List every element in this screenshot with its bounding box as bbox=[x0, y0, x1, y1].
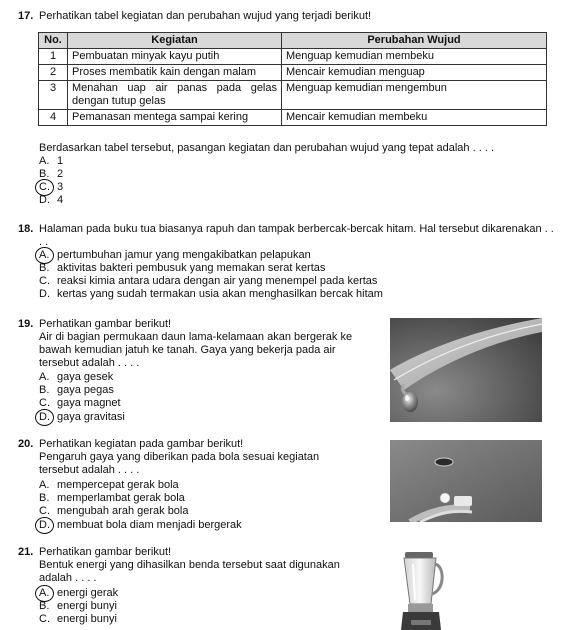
option-letter: A. bbox=[39, 587, 50, 599]
option-letter: C. bbox=[39, 613, 50, 625]
question-text: Air di bagian permukaan daun lama-kelamaan akan bergerak ke bawah kemudian jatuh ke tanah. Gaya yang bekerja pada air tersebut adalah . . . . bbox=[39, 331, 353, 369]
option-letter: B. bbox=[39, 384, 50, 396]
table-cell-kegiatan: Pemanasan mentega sampai kering bbox=[68, 110, 282, 126]
option-letter: A. bbox=[39, 371, 50, 383]
option-text: energi gerak bbox=[57, 587, 119, 599]
table-row bbox=[39, 110, 547, 126]
option-text: gaya pegas bbox=[57, 384, 114, 396]
option-letter: B. bbox=[39, 600, 50, 612]
question-prompt: Halaman pada buku tua biasanya rapuh dan tampak berbercak-bercak hitam. Hal tersebut dikarenakan . . . . bbox=[39, 223, 554, 248]
option-a[interactable] bbox=[39, 587, 118, 600]
question-number: 19. bbox=[18, 318, 34, 330]
question-number: 17. bbox=[18, 10, 34, 22]
option-text: 3 bbox=[57, 181, 64, 193]
option-letter: A. bbox=[39, 249, 50, 261]
option-letter: B. bbox=[39, 168, 50, 180]
option-letter: C. bbox=[39, 397, 50, 409]
option-letter: A. bbox=[39, 479, 50, 491]
option-text: gaya gravitasi bbox=[57, 411, 125, 423]
option-a[interactable] bbox=[39, 249, 311, 262]
table-cell-perubahan: Mencair kemudian menguap bbox=[282, 65, 547, 81]
option-a[interactable] bbox=[39, 155, 63, 168]
option-letter: D. bbox=[39, 194, 50, 206]
table-cell-kegiatan: Proses membatik kain dengan malam bbox=[68, 65, 282, 81]
answer-circle-mark bbox=[35, 409, 54, 426]
table-cell-perubahan: Menguap kemudian membeku bbox=[282, 49, 547, 65]
activity-table bbox=[38, 32, 547, 126]
option-b[interactable] bbox=[39, 384, 114, 397]
golf-ball-image bbox=[390, 440, 542, 522]
table-cell-no: 2 bbox=[39, 65, 68, 81]
table-cell-kegiatan: Menahan uap air panas pada gelas dengan tutup gelas bbox=[68, 81, 282, 110]
table-cell-kegiatan: Pembuatan minyak kayu putih bbox=[68, 49, 282, 65]
option-text: gaya gesek bbox=[57, 371, 114, 383]
option-text: energi bunyi bbox=[57, 613, 117, 625]
question-prompt: Perhatikan gambar berikut! bbox=[39, 546, 172, 558]
table-header-perubahan: Perubahan Wujud bbox=[282, 33, 547, 49]
option-c[interactable] bbox=[39, 275, 377, 288]
question-prompt: Perhatikan kegiatan pada gambar berikut! bbox=[39, 438, 244, 450]
option-letter: D. bbox=[39, 288, 50, 300]
answer-circle-mark bbox=[35, 517, 54, 534]
question-21 bbox=[18, 546, 558, 628]
option-letter: C. bbox=[39, 181, 50, 193]
option-letter: D. bbox=[39, 519, 50, 531]
question-text: Bentuk energi yang dihasilkan benda tersebut saat digunakan adalah . . . . bbox=[39, 559, 340, 584]
option-b[interactable] bbox=[39, 600, 117, 613]
question-number: 18. bbox=[18, 223, 34, 235]
question-17-body bbox=[18, 142, 558, 212]
option-text: energi bunyi bbox=[57, 600, 117, 612]
table-cell-perubahan: Menguap kemudian mengembun bbox=[282, 81, 547, 110]
table-cell-no: 3 bbox=[39, 81, 68, 110]
option-d[interactable] bbox=[39, 288, 383, 301]
option-text: kertas yang sudah termakan usia akan menghasilkan bercak hitam bbox=[57, 288, 383, 300]
table-row bbox=[39, 49, 547, 65]
question-number: 20. bbox=[18, 438, 34, 450]
option-letter: C. bbox=[39, 505, 50, 517]
option-text: 1 bbox=[57, 155, 64, 167]
option-a[interactable] bbox=[39, 479, 179, 492]
option-c[interactable] bbox=[39, 397, 121, 410]
option-text: 2 bbox=[57, 168, 64, 180]
option-text: pertumbuhan jamur yang mengakibatkan pelapukan bbox=[57, 249, 311, 261]
option-d[interactable] bbox=[39, 519, 242, 532]
question-18 bbox=[18, 223, 558, 305]
option-text: mengubah arah gerak bola bbox=[57, 505, 189, 517]
table-header-no: No. bbox=[39, 33, 68, 49]
option-c[interactable] bbox=[39, 181, 63, 194]
table-row bbox=[39, 81, 547, 110]
question-prompt: Perhatikan tabel kegiatan dan perubahan wujud yang terjadi berikut! bbox=[39, 10, 372, 22]
option-c[interactable] bbox=[39, 505, 188, 518]
leaf-water-drop-image bbox=[390, 318, 542, 422]
option-text: mempercepat gerak bola bbox=[57, 479, 179, 491]
option-letter: B. bbox=[39, 262, 50, 274]
option-text: gaya magnet bbox=[57, 397, 121, 409]
option-d[interactable] bbox=[39, 194, 63, 207]
table-cell-no: 4 bbox=[39, 110, 68, 126]
option-text: 4 bbox=[57, 194, 64, 206]
option-text: reaksi kimia antara udara dengan air yang menempel pada kertas bbox=[57, 275, 378, 287]
table-cell-no: 1 bbox=[39, 49, 68, 65]
option-b[interactable] bbox=[39, 492, 185, 505]
question-text: Berdasarkan tabel tersebut, pasangan kegiatan dan perubahan wujud yang tepat adalah . . . . bbox=[39, 142, 494, 154]
option-letter: D. bbox=[39, 411, 50, 423]
option-text: membuat bola diam menjadi bergerak bbox=[57, 519, 242, 531]
option-d[interactable] bbox=[39, 411, 125, 424]
option-b[interactable] bbox=[39, 262, 325, 275]
option-letter: A. bbox=[39, 155, 50, 167]
table-header-kegiatan: Kegiatan bbox=[68, 33, 282, 49]
question-number: 21. bbox=[18, 546, 34, 558]
blender-image bbox=[395, 550, 447, 630]
question-text: Pengaruh gaya yang diberikan pada bola sesuai kegiatan tersebut adalah . . . . bbox=[39, 451, 320, 476]
option-text: memperlambat gerak bola bbox=[57, 492, 185, 504]
option-a[interactable] bbox=[39, 371, 113, 384]
option-c[interactable] bbox=[39, 613, 117, 626]
table-row bbox=[39, 65, 547, 81]
table-cell-perubahan: Mencair kemudian membeku bbox=[282, 110, 547, 126]
option-letter: B. bbox=[39, 492, 50, 504]
option-letter: C. bbox=[39, 275, 50, 287]
option-text: aktivitas bakteri pembusuk yang memakan serat kertas bbox=[57, 262, 326, 274]
question-prompt: Perhatikan gambar berikut! bbox=[39, 318, 172, 330]
